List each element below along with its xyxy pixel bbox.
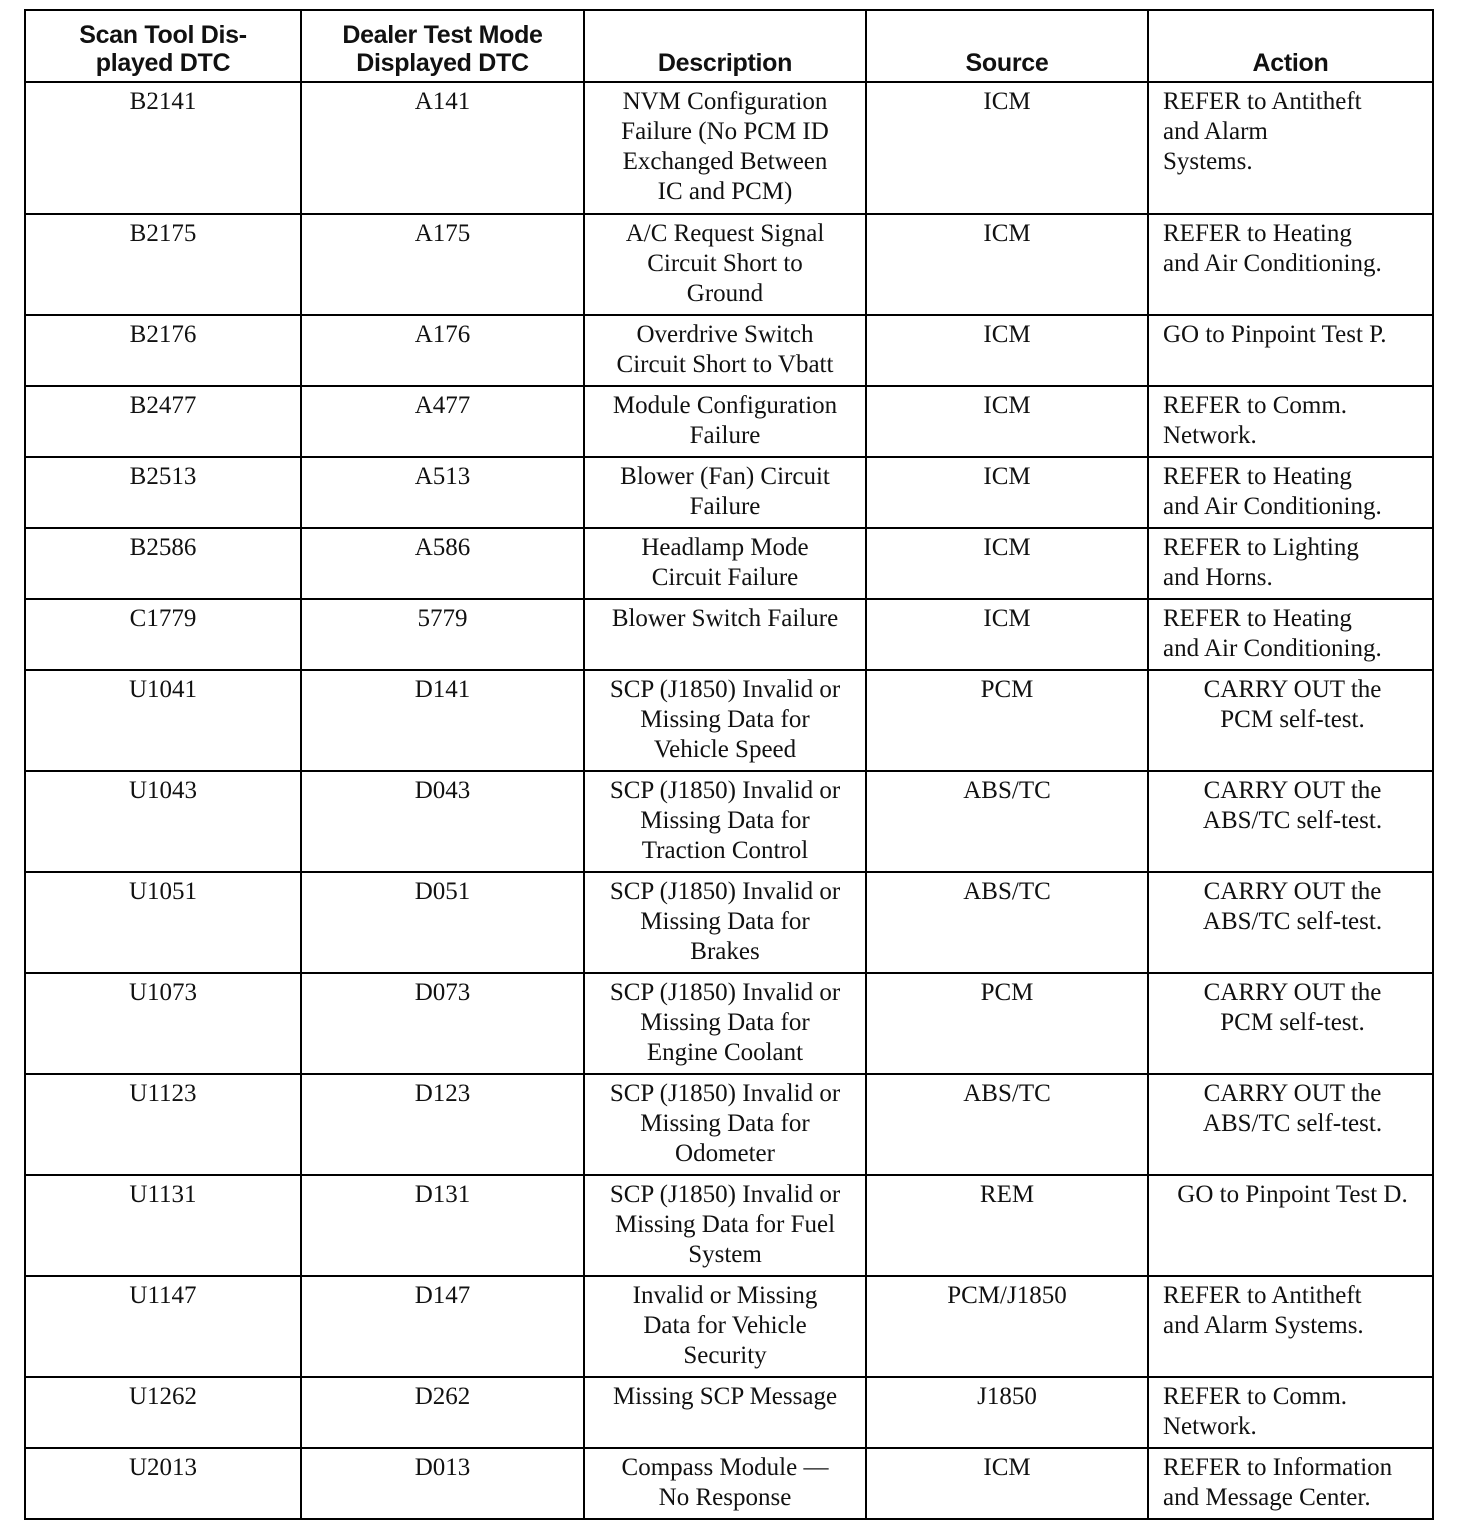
header-source: Source [866, 10, 1148, 82]
cell-dealer-dtc: A176 [301, 315, 584, 386]
cell-source: PCM/J1850 [866, 1276, 1148, 1377]
cell-action: GO to Pinpoint Test D. [1148, 1175, 1433, 1276]
cell-action: REFER to Lighting and Horns. [1148, 528, 1433, 599]
cell-description: SCP (J1850) Invalid or Missing Data for Fuel System [584, 1175, 866, 1276]
cell-dealer-dtc: D141 [301, 670, 584, 771]
cell-source: ICM [866, 457, 1148, 528]
cell-description: SCP (J1850) Invalid or Missing Data for Odometer [584, 1074, 866, 1175]
table-row [25, 771, 1433, 872]
cell-source: ICM [866, 315, 1148, 386]
header-dealer-line2: Displayed DTC [356, 49, 529, 77]
cell-scan-dtc: U1043 [25, 771, 301, 872]
cell-scan-dtc: U1262 [25, 1377, 301, 1448]
table-row [25, 1175, 1433, 1276]
cell-action: REFER to Comm. Network. [1148, 386, 1433, 457]
cell-action: CARRY OUT the ABS/TC self-test. [1148, 872, 1433, 973]
cell-dealer-dtc: D043 [301, 771, 584, 872]
cell-source: ABS/TC [866, 872, 1148, 973]
cell-scan-dtc: U1131 [25, 1175, 301, 1276]
cell-scan-dtc: B2586 [25, 528, 301, 599]
cell-dealer-dtc: A513 [301, 457, 584, 528]
cell-dealer-dtc: A586 [301, 528, 584, 599]
table-row [25, 315, 1433, 386]
header-scan-tool-line1: Scan Tool Dis- [79, 21, 247, 49]
cell-dealer-dtc: D073 [301, 973, 584, 1074]
cell-action: REFER to Information and Message Center. [1148, 1448, 1433, 1519]
cell-scan-dtc: U1147 [25, 1276, 301, 1377]
cell-source: J1850 [866, 1377, 1148, 1448]
header-scan-tool-dtc [25, 10, 301, 82]
cell-dealer-dtc: A477 [301, 386, 584, 457]
cell-source: ICM [866, 599, 1148, 670]
table-row [25, 599, 1433, 670]
cell-description: SCP (J1850) Invalid or Missing Data for Vehicle Speed [584, 670, 866, 771]
header-description: Description [584, 10, 866, 82]
cell-description: SCP (J1850) Invalid or Missing Data for Engine Coolant [584, 973, 866, 1074]
cell-action: CARRY OUT the ABS/TC self-test. [1148, 771, 1433, 872]
cell-description: Headlamp Mode Circuit Failure [584, 528, 866, 599]
table-row [25, 214, 1433, 315]
cell-dealer-dtc: D262 [301, 1377, 584, 1448]
cell-scan-dtc: U2013 [25, 1448, 301, 1519]
cell-action: CARRY OUT the ABS/TC self-test. [1148, 1074, 1433, 1175]
cell-action: CARRY OUT the PCM self-test. [1148, 670, 1433, 771]
cell-source: REM [866, 1175, 1148, 1276]
header-row [25, 10, 1433, 82]
header-scan-tool-line2: played DTC [95, 49, 231, 77]
table-row [25, 670, 1433, 771]
table-row [25, 386, 1433, 457]
table-row [25, 1074, 1433, 1175]
cell-action: REFER to Antitheft and Alarm Systems. [1148, 82, 1433, 214]
cell-scan-dtc: U1041 [25, 670, 301, 771]
cell-action: REFER to Heating and Air Conditioning. [1148, 457, 1433, 528]
cell-scan-dtc: B2176 [25, 315, 301, 386]
cell-scan-dtc: U1073 [25, 973, 301, 1074]
cell-source: ABS/TC [866, 771, 1148, 872]
cell-source: ICM [866, 1448, 1148, 1519]
cell-scan-dtc: B2513 [25, 457, 301, 528]
table-row [25, 1448, 1433, 1519]
cell-dealer-dtc: A175 [301, 214, 584, 315]
header-dealer-test-mode-dtc [301, 10, 584, 82]
cell-source: ICM [866, 386, 1148, 457]
table-row [25, 82, 1433, 214]
cell-dealer-dtc: D051 [301, 872, 584, 973]
cell-scan-dtc: B2175 [25, 214, 301, 315]
cell-description: Compass Module — No Response [584, 1448, 866, 1519]
dtc-table [24, 9, 1434, 1520]
cell-dealer-dtc: 5779 [301, 599, 584, 670]
cell-description: Invalid or Missing Data for Vehicle Security [584, 1276, 866, 1377]
cell-source: ICM [866, 528, 1148, 599]
table-row [25, 528, 1433, 599]
cell-description: Blower (Fan) Circuit Failure [584, 457, 866, 528]
cell-scan-dtc: B2141 [25, 82, 301, 214]
cell-description: Missing SCP Message [584, 1377, 866, 1448]
cell-source: ICM [866, 214, 1148, 315]
cell-scan-dtc: B2477 [25, 386, 301, 457]
cell-dealer-dtc: D131 [301, 1175, 584, 1276]
header-action: Action [1148, 10, 1433, 82]
table-row [25, 1377, 1433, 1448]
cell-action: GO to Pinpoint Test P. [1148, 315, 1433, 386]
cell-action: REFER to Comm. Network. [1148, 1377, 1433, 1448]
table-row [25, 457, 1433, 528]
cell-dealer-dtc: D147 [301, 1276, 584, 1377]
header-dealer-line1: Dealer Test Mode [342, 21, 543, 49]
cell-description: A/C Request Signal Circuit Short to Ground [584, 214, 866, 315]
table-row [25, 1276, 1433, 1377]
cell-action: REFER to Heating and Air Conditioning. [1148, 599, 1433, 670]
cell-source: PCM [866, 670, 1148, 771]
cell-description: Blower Switch Failure [584, 599, 866, 670]
table-row [25, 872, 1433, 973]
cell-dealer-dtc: D123 [301, 1074, 584, 1175]
cell-scan-dtc: U1051 [25, 872, 301, 973]
cell-description: Overdrive Switch Circuit Short to Vbatt [584, 315, 866, 386]
cell-description: Module Configuration Failure [584, 386, 866, 457]
cell-action: REFER to Heating and Air Conditioning. [1148, 214, 1433, 315]
cell-scan-dtc: U1123 [25, 1074, 301, 1175]
table-row [25, 973, 1433, 1074]
cell-source: ABS/TC [866, 1074, 1148, 1175]
cell-description: SCP (J1850) Invalid or Missing Data for Traction Control [584, 771, 866, 872]
cell-source: ICM [866, 82, 1148, 214]
cell-source: PCM [866, 973, 1148, 1074]
cell-dealer-dtc: A141 [301, 82, 584, 214]
cell-dealer-dtc: D013 [301, 1448, 584, 1519]
cell-description: SCP (J1850) Invalid or Missing Data for Brakes [584, 872, 866, 973]
cell-action: CARRY OUT the PCM self-test. [1148, 973, 1433, 1074]
cell-action: REFER to Antitheft and Alarm Systems. [1148, 1276, 1433, 1377]
cell-scan-dtc: C1779 [25, 599, 301, 670]
cell-description: NVM Configuration Failure (No PCM ID Exchanged Between IC and PCM) [584, 82, 866, 214]
